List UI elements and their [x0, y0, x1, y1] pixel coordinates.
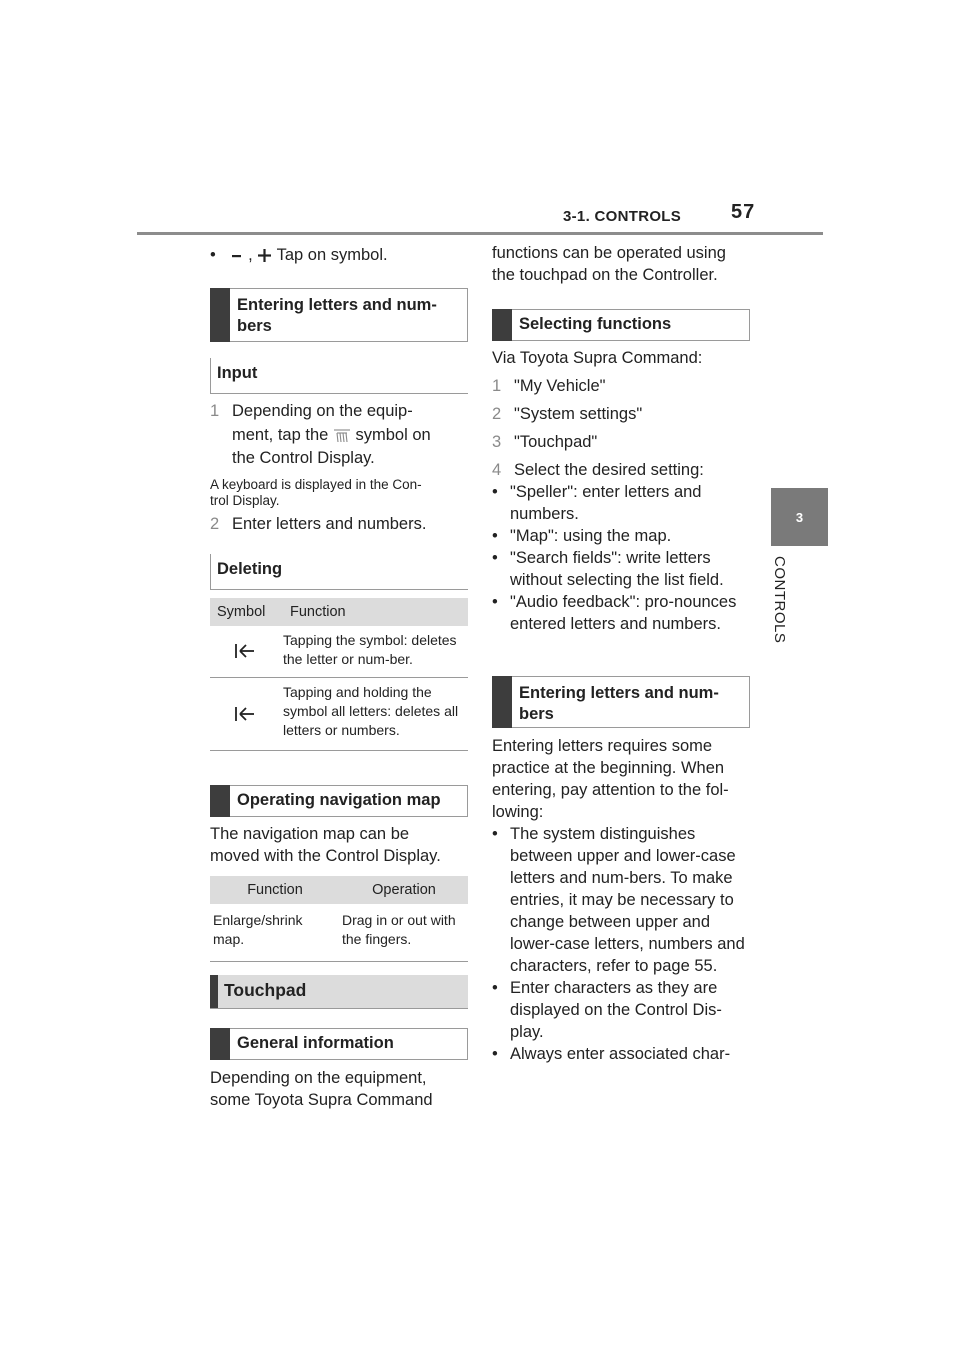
list-item: • "Audio feedback": pro-nounces entered letters and numbers.	[492, 593, 737, 633]
section-title: General information	[237, 1034, 394, 1052]
section-operating-navigation-map	[210, 785, 468, 817]
list-item: • Always enter associated char-	[492, 1045, 731, 1063]
step-2: 2 Enter letters and numbers.	[210, 515, 427, 533]
list-item: • "Speller": enter letters and numbers.	[492, 483, 702, 523]
section-header: 3-1. CONTROLS	[563, 208, 682, 225]
list-item: • The system distinguishes between upper and lower-case letters and num-bers. To make entries, it may be necessary to change between upper and lower-case letters, numbers and characters, refer to page 55.	[492, 825, 745, 975]
keyboard-note: A keyboard is displayed in the Con- trol Display.	[210, 477, 422, 508]
chapter-tab-number: 3	[795, 509, 804, 525]
list-item: • "Map": using the map.	[492, 527, 672, 545]
general-information-continued: functions can be operated using the touchpad on the Controller.	[492, 244, 726, 284]
page-number: 57	[731, 201, 756, 223]
general-information-text: Depending on the equipment, some Toyota Supra Command	[210, 1069, 433, 1109]
step-1: 1 Depending on the equip- ment, tap the symbol on the Control Display.	[210, 402, 431, 467]
section-title: Entering letters and num-bers	[237, 296, 437, 335]
entering-letters-text: Entering letters requires some practice at the beginning. When entering, pay attention to the fol-lowing: • The system distinguishes between upper and lower-case letters and num-bers. To make entries, it may be necessary to change between upper and lower-case letters, numbers and characters, refer to page 55. • Enter characters as they are displayed on the Control Dis-play. • Always enter associated char-	[492, 735, 750, 1065]
deleting-table: Symbol Function Tapping the symbol: deletes the letter or num-ber. Tapping and holding the symbol all letters: deletes all letters or numbers.	[210, 598, 468, 751]
intro-bullet: • , Tap on symbol.	[210, 246, 388, 264]
navigation-map-text: The navigation map can be moved with the Control Display.	[210, 825, 441, 865]
table-row: Tapping the symbol: deletes the letter or num-ber.	[210, 626, 468, 678]
navigation-map-table: Function Operation Enlarge/shrink map. Drag in or out with the fingers.	[210, 876, 468, 962]
section-title: Selecting functions	[519, 315, 672, 333]
selecting-functions-steps: Via Toyota Supra Command: 1 "My Vehicle" 2 "System settings" 3 "Touchpad" 4 Select the desired setting: • "Speller": enter letters and numbers. • "Map": using the map. • "Search fields": write letters without selecting the list field. • "Audio feedback": pro-nounces entered letters and numbers.	[492, 347, 750, 635]
section-entering-letters-2	[492, 676, 750, 728]
section-selecting-functions	[492, 309, 750, 341]
header-divider	[137, 232, 823, 235]
table-row: Tapping and holding the symbol all letters: deletes all letters or numbers.	[210, 678, 468, 751]
section-title: Operating navigation map	[237, 791, 441, 809]
backspace-icon	[234, 706, 256, 722]
subsection-deleting: Deleting	[210, 554, 468, 590]
list-item: • "Search fields": write letters without selecting the list field.	[492, 549, 724, 589]
plus-icon	[257, 248, 272, 263]
section-general-information	[210, 1028, 468, 1060]
table-row: Enlarge/shrink map. Drag in or out with the fingers.	[210, 904, 468, 962]
section-entering-letters	[210, 288, 468, 342]
minus-icon	[230, 249, 244, 263]
chapter-heading-touchpad: Touchpad	[210, 975, 468, 1009]
section-title: Entering letters and num-bers	[519, 684, 719, 723]
backspace-icon	[234, 643, 256, 659]
list-item: • Enter characters as they are displayed on the Control Dis-play.	[492, 979, 722, 1041]
chapter-tab	[771, 488, 828, 546]
chapter-side-label: CONTROLS	[771, 556, 788, 644]
keyboard-icon	[333, 429, 351, 443]
subsection-input: Input	[210, 358, 468, 394]
